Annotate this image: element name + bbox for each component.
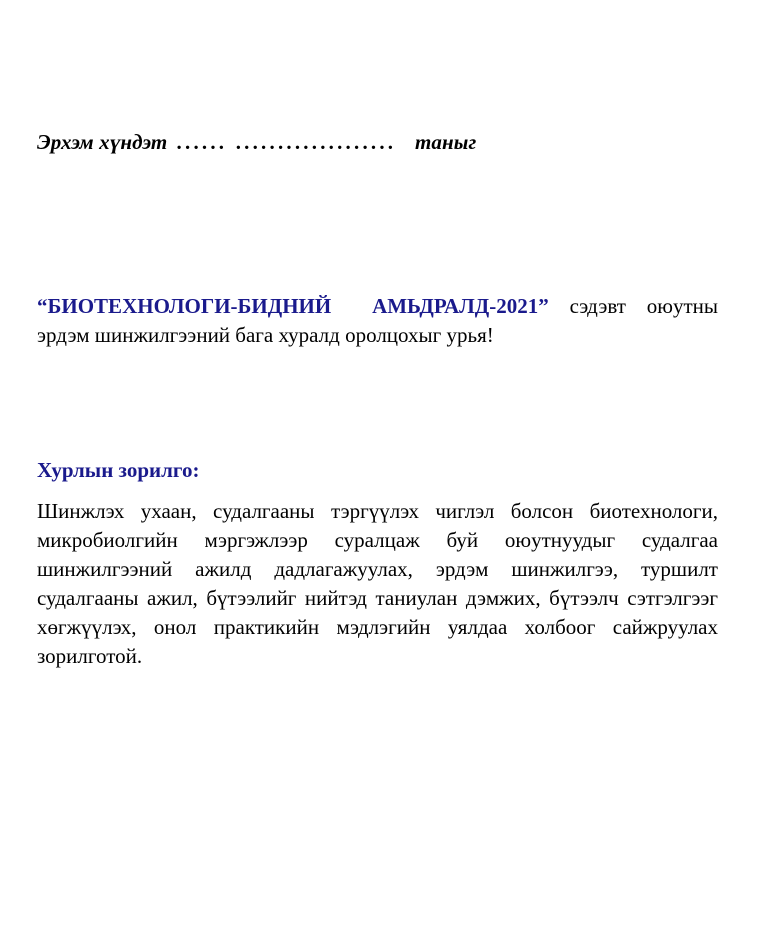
purpose-heading: Хурлын зорилго:: [37, 458, 200, 482]
salutation-prefix: Эрхэм хүндэт: [37, 130, 168, 154]
salutation-dots: ...... ...................: [177, 130, 397, 154]
event-name: “БИОТЕХНОЛОГИ-БИДНИЙ АМЬДРАЛД-2021”: [37, 294, 549, 318]
salutation-suffix: таныг: [415, 130, 477, 154]
salutation-line: [37, 130, 727, 155]
invitation-paragraph: [37, 292, 718, 350]
invitation-text: сэдэвт оюутны эрдэм шинжилгээний бага хуралд оролцохыг урья!: [37, 294, 718, 347]
purpose-body: Шинжлэх ухаан, судалгааны тэргүүлэх чиглэл болсон биотехнологи, микробиолгийн мэргэжлээр суралцаж буй оюутнуудыг судалгаа шинжилгээний ажилд дадлагажуулах, эрдэм шинжилгээ, туршилт судалгааны ажил, бүтээлийг нийтэд таниулан дэмжих, бүтээлч сэтгэлгээг хөгжүүлэх, онол практикийн мэдлэгийн уялдаа холбоог сайжруулах зорилготой.: [37, 499, 718, 668]
